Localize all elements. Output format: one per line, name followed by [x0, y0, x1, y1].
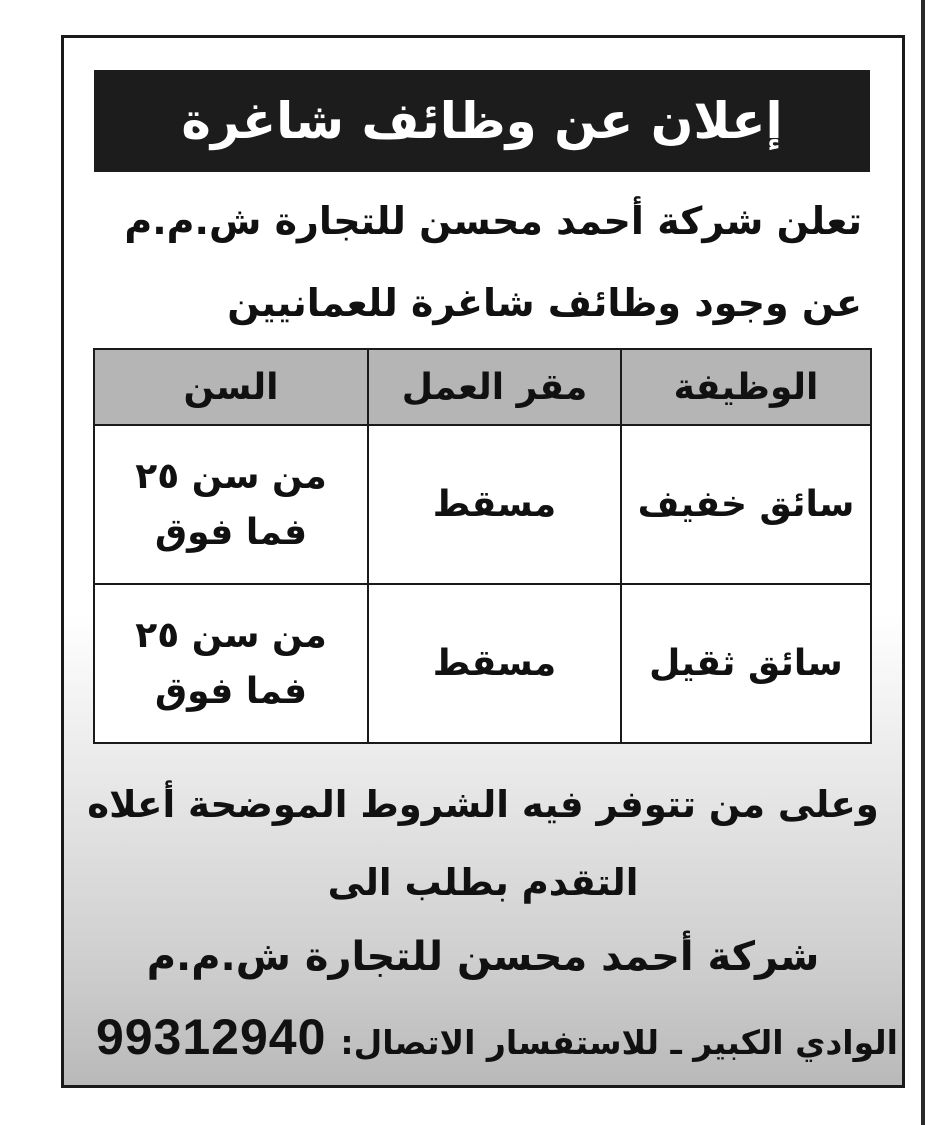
age-line-above: فما فوق [154, 511, 308, 553]
job-advertisement [61, 35, 905, 1088]
ad-title: إعلان عن وظائف شاغرة [181, 92, 783, 150]
header-job: الوظيفة [621, 349, 871, 425]
age-line-above: فما فوق [154, 670, 308, 712]
page-edge-divider [921, 0, 925, 1125]
cell-job: سائق ثقيل [621, 584, 871, 743]
table-row [94, 425, 871, 584]
cell-job: سائق خفيف [621, 425, 871, 584]
cell-location: مسقط [368, 584, 621, 743]
header-age: السن [94, 349, 368, 425]
footer-apply: التقدم بطلب الى [327, 861, 639, 904]
cell-age [94, 584, 368, 743]
intro-line-vacancies: عن وجود وظائف شاغرة للعمانيين [227, 281, 862, 325]
phone-number: 99312940 [95, 1009, 327, 1065]
age-line-min: من سن ٢٥ [135, 614, 327, 656]
header-location: مقر العمل [368, 349, 621, 425]
footer-conditions: وعلى من تتوفر فيه الشروط الموضحة أعلاه [87, 783, 879, 826]
table-row [94, 584, 871, 743]
intro-line-company: تعلن شركة أحمد محسن للتجارة ش.م.م [124, 199, 862, 243]
footer-company-name: شركة أحمد محسن للتجارة ش.م.م [146, 934, 820, 980]
contact-line [96, 1008, 898, 1066]
cell-age [94, 425, 368, 584]
cell-location: مسقط [368, 425, 621, 584]
jobs-table [93, 348, 872, 744]
age-line-min: من سن ٢٥ [135, 455, 327, 497]
table-header-row [94, 349, 871, 425]
contact-label: الوادي الكبير ـ للاستفسار الاتصال: [340, 1023, 898, 1062]
title-banner [94, 70, 870, 172]
